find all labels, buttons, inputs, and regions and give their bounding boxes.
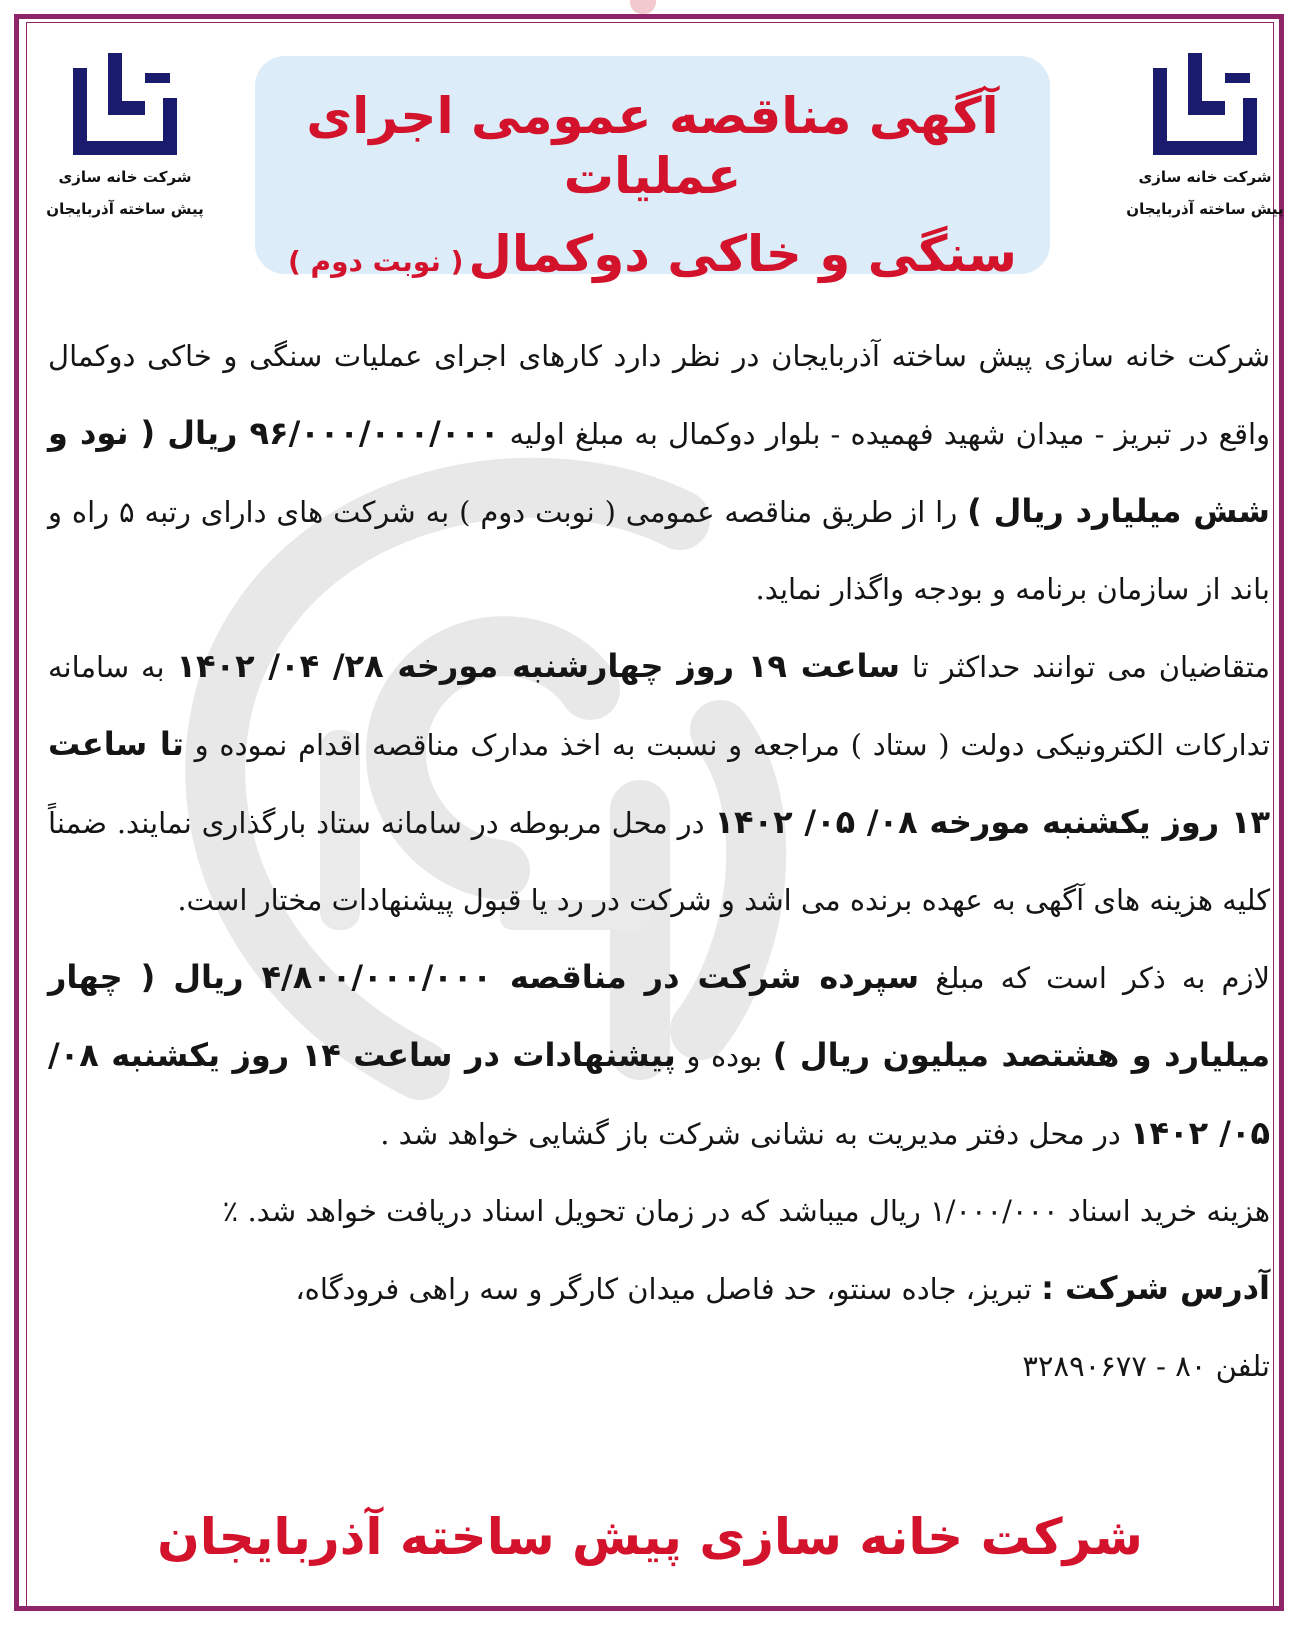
logo-company-line2: پیش ساخته آذربایجان [46,200,204,218]
title-line2-suffix: ( نوبت دوم ) [288,245,464,278]
deposit-intro: لازم به ذکر است که مبلغ [935,961,1271,995]
paragraph-deposit [48,939,1270,1173]
deposit-connector: بوده و [686,1039,763,1073]
phone-number: تلفن ۸۰ - ۳۲۸۹۰۶۷۷ [1022,1349,1270,1383]
logo-company-line2: پیش ساخته آذربایجان [1126,200,1284,218]
paragraph-document-fee: هزینه خرید اسناد ۱/۰۰۰/۰۰۰ ریال میباشد که در زمان تحویل اسناد دریافت خواهد شد. ٪ [222,1194,1270,1228]
paragraph-address [48,1250,1270,1328]
address-label: آدرس شرکت : [1041,1269,1270,1307]
opening-time: پیشنهادات در ساعت ۱۴ روز یکشنبه ۰۸/ ۰۵/ ۱۴۰۲ [48,1036,1270,1152]
title-line2-main: سنگی و خاکی دوکمال [468,225,1017,283]
title-line2 [255,224,1050,296]
logo-company-line1: شرکت خانه سازی [1138,168,1272,186]
deposit-amount: سپرده شرکت در مناقصه ۴/۸۰۰/۰۰۰/۰۰۰ ریال ( چهار میلیارد و هشتصد میلیون ریال ) [48,958,1271,1074]
company-logo-right [1125,48,1285,218]
company-logo-left [45,48,205,218]
company-logo-icon [1150,48,1260,158]
announcement-body [48,318,1270,1405]
project-description: شرکت خانه سازی پیش ساخته آذربایجان در نظر دارد کارهای اجرای عملیات سنگی و خاکی دوکمال واقع در تبریز - میدان شهید فهمیده - بلوار دوکمال به مبلغ اولیه [48,339,1271,451]
title-line1: آگهی مناقصه عمومی اجرای عملیات [306,87,999,205]
setad-instructions: به سامانه تدارکات الکترونیکی دولت ( ستاد ) مراجعه و نسبت به اخذ مدارک مناقصه اقدام نموده و [48,650,1271,762]
footer-company-name: شرکت خانه سازی پیش ساخته آذربایجان [157,1508,1143,1566]
paragraph-project [48,318,1270,628]
address-text: تبریز، جاده سنتو، حد فاصل میدان کارگر و سه راهی فرودگاه، [295,1272,1032,1306]
opening-location: در محل دفتر مدیریت به نشانی شرکت باز گشایی خواهد شد . [380,1117,1121,1151]
title-box [255,56,1050,283]
project-amount: ۹۶/۰۰۰/۰۰۰/۰۰۰ ریال ( نود و شش میلیارد ریال ) [48,414,1271,530]
paragraph-deadlines [48,628,1270,939]
top-decoration [630,0,656,14]
logo-company-line1: شرکت خانه سازی [58,168,192,186]
project-tender-info: را از طریق مناقصه عمومی ( نوبت دوم ) به شرکت های دارای رتبه ۵ راه و باند از سازمان برنامه و بودجه واگذار نماید. [48,495,1270,606]
submission-deadline: تا ساعت ۱۳ روز یکشنبه مورخه ۰۸/ ۰۵/ ۱۴۰۲ [48,725,1271,841]
deadline-intro: متقاضیان می توانند حداکثر تا [911,650,1271,684]
upload-instructions: در محل مربوطه در سامانه ستاد بارگذاری نمایند. ضمناً کلیه هزینه های آگهی به عهده برنده می اشد و شرکت در رد یا قبول پیشنهادات مختار است. [48,806,1270,917]
company-logo-icon [70,48,180,158]
document-deadline: ساعت ۱۹ روز چهارشنبه مورخه ۲۸/ ۰۴/ ۱۴۰۲ [176,647,900,685]
